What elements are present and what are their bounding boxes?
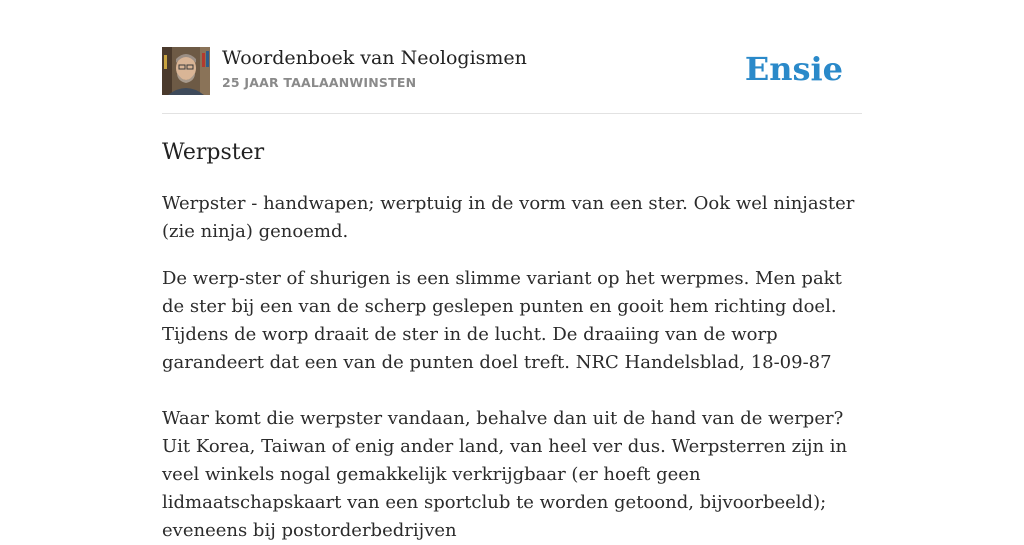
entry-quote-paragraph: Waar komt die werpster vandaan, behalve dan uit de hand van de werper? Uit Korea, Taiwan of enig ander land, van heel ver dus. Werpsterren zijn in veel winkels nogal gemakkelijk verkrijgbaar (er hoeft geen lidmaatschapskaart van een sportclub te worden getoond, bijvoorbeeld); eveneens bij postorderbedrijven bbox=[162, 408, 848, 541]
entry-title: Werpster bbox=[162, 140, 265, 165]
site-header bbox=[162, 46, 862, 114]
entry-content bbox=[162, 138, 862, 545]
site-title[interactable]: Woordenboek van Neologismen bbox=[222, 47, 527, 69]
ensie-logo-link[interactable]: Ensie bbox=[744, 50, 843, 88]
entry-quote-paragraph: De werp-ster of shurigen is een slimme variant op het werpmes. Men pakt de ster bij een van de scherp geslepen punten en gooit hem richting doel. Tijdens de worp draait de ster in de lucht. De draaiing van de worp garandeert dat een van de punten doel treft. NRC Handelsblad, 18-09-87 bbox=[162, 268, 842, 373]
entry-definition: Werpster - handwapen; werptuig in de vorm van een ster. Ook wel ninjaster (zie ninja) genoemd. bbox=[162, 193, 855, 242]
author-avatar[interactable] bbox=[162, 47, 210, 95]
site-subtitle: 25 JAAR TAALAANWINSTEN bbox=[222, 75, 417, 90]
